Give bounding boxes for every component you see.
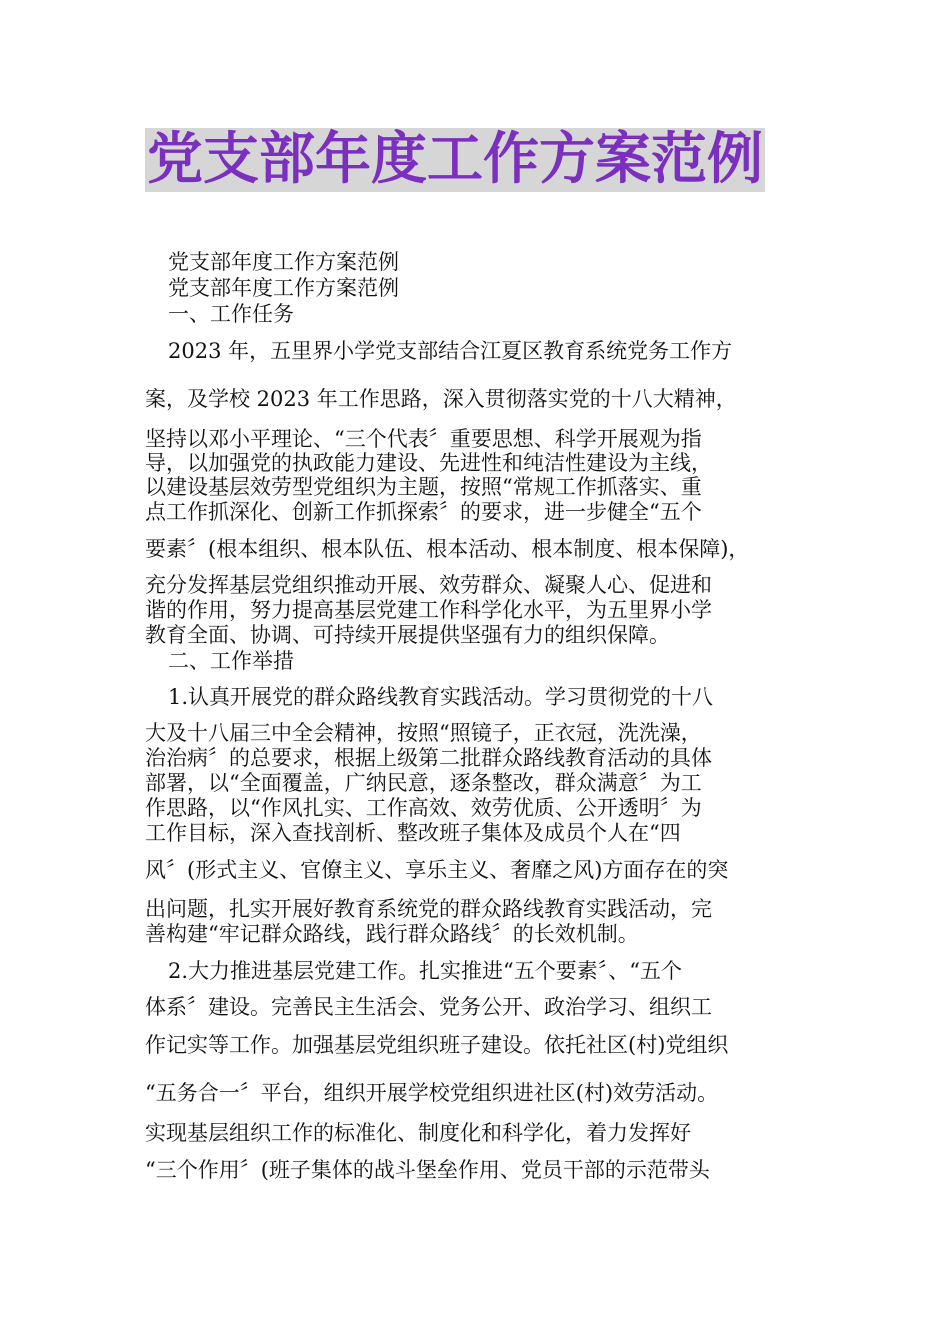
paragraph-line: 治治病〞的总要求，根据上级第二批群众路线教育活动的具体: [145, 746, 712, 770]
paragraph-line: 大及十八届三中全会精神，按照“照镜子，正衣冠，洗洗澡，: [145, 721, 702, 745]
paragraph-line: 要素〞(根本组织、根本队伍、根本活动、根本制度、根本保障)，: [145, 537, 750, 561]
paragraph-line: 谐的作用，努力提高基层党建工作科学化水平，为五里界小学: [145, 598, 712, 622]
paragraph-line: 2023 年，五里界小学党支部结合江夏区教育系统党务工作方: [168, 339, 733, 363]
section-heading: 二、工作举措: [168, 649, 294, 673]
paragraph-line: 教育全面、协调、可持续开展提供坚强有力的组织保障。: [145, 623, 670, 647]
subtitle-line: 党支部年度工作方案范例: [168, 250, 399, 274]
paragraph-line: 2.大力推进基层党建工作。扎实推进“五个要素〞、“五个: [168, 959, 683, 983]
paragraph-line: 善构建“牢记群众路线，践行群众路线〞的长效机制。: [145, 922, 639, 946]
paragraph-line: “五务合一〞平台，组织开展学校党组织进社区(村)效劳活动。: [145, 1081, 719, 1105]
paragraph-line: 实现基层组织工作的标准化、制度化和科学化，着力发挥好: [145, 1121, 691, 1145]
subtitle-line: 党支部年度工作方案范例: [168, 276, 399, 300]
paragraph-line: 导，以加强党的执政能力建设、先进性和纯洁性建设为主线，: [145, 451, 712, 475]
section-heading: 一、工作任务: [168, 302, 294, 326]
paragraph-line: 作思路，以“作风扎实、工作高效、效劳优质、公开透明〞为: [145, 796, 702, 820]
paragraph-line: 充分发挥基层党组织推动开展、效劳群众、凝聚人心、促进和: [145, 573, 712, 597]
paragraph-line: 点工作抓深化、创新工作抓探索〞的要求，进一步健全“五个: [145, 500, 702, 524]
paragraph-line: 案，及学校 2023 年工作思路，深入贯彻落实党的十八大精神，: [145, 387, 737, 411]
paragraph-line: 体系〞建设。完善民主生活会、党务公开、政治学习、组织工: [145, 995, 712, 1019]
paragraph-line: 1.认真开展党的群众路线教育实践活动。学习贯彻党的十八: [168, 685, 714, 709]
document-title: 党支部年度工作方案范例: [147, 127, 763, 192]
paragraph-line: 以建设基层效劳型党组织为主题，按照“常规工作抓落实、重: [145, 475, 702, 499]
paragraph-line: 风〞(形式主义、官僚主义、享乐主义、奢靡之风)方面存在的突: [145, 858, 729, 882]
paragraph-line: 部署，以“全面覆盖，广纳民意，逐条整改，群众满意〞为工: [145, 771, 702, 795]
paragraph-line: “三个作用〞(班子集体的战斗堡垒作用、党员干部的示范带头: [145, 1158, 710, 1182]
paragraph-line: 作记实等工作。加强基层党组织班子建设。依托社区(村)党组织: [145, 1033, 729, 1057]
paragraph-line: 出问题，扎实开展好教育系统党的群众路线教育实践活动，完: [145, 897, 712, 921]
paragraph-line: 工作目标，深入查找剖析、整改班子集体及成员个人在“四: [145, 821, 681, 845]
paragraph-line: 坚持以邓小平理论、“三个代表〞重要思想、科学开展观为指: [145, 427, 702, 451]
